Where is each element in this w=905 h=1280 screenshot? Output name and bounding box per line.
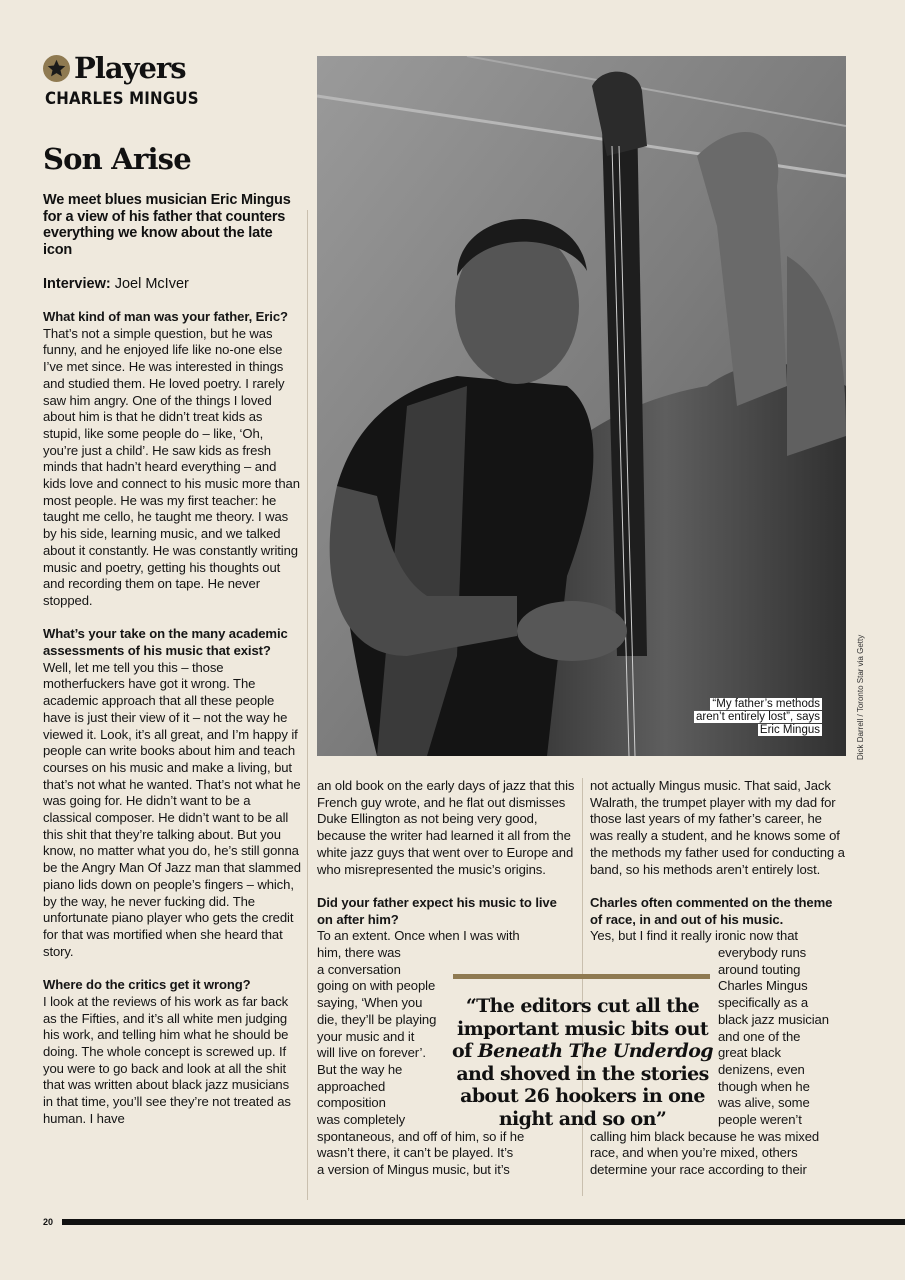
answer-line: determine your race according to their: [590, 1162, 807, 1178]
answer-line: specifically as a: [718, 995, 808, 1011]
article-title: Son Arise: [43, 142, 191, 176]
footer-bar: [62, 1219, 905, 1225]
answer: That’s not a simple question, but he was funny, and he enjoyed life like no-one else I’ve met since. He was interested in things and studied them. He loved poetry. I rarely saw him angry. One of the things I loved about him is that he didn’t treat kids as stupid, like some people do – like, ‘Oh, you’re just a child’. He saw kids as fresh minds that hadn’t heard everything – and kids love and connect to his music more than most people. He was my first teacher: he taught me cello, he taught me theory. I was by his side, learning music, and we talked about it constantly. He was constantly writing music and poetry, getting his thoughts out and recording them on tape. He never stopped.: [43, 325, 300, 608]
pull-quote-rule: [453, 974, 710, 979]
column-divider: [582, 778, 583, 1196]
pull-quote-text: “The editors cut all the important music bits out of: [452, 995, 709, 1062]
answer: an old book on the early days of jazz that this French guy wrote, and he flat out dismisses Duke Ellington as not being very good, because the writer had learned it all from the white jazz guys that went over to Europe and who misrepresented the music’s origins.: [317, 778, 575, 877]
section-title: Players: [74, 51, 186, 85]
answer-line: composition: [317, 1095, 386, 1111]
answer-line: die, they’ll be playing: [317, 1011, 437, 1027]
answer-line: saying, ‘When you: [317, 995, 423, 1011]
answer-line: around touting: [718, 961, 801, 977]
photo-caption: [694, 698, 822, 737]
answer-line: everybody runs: [718, 945, 807, 961]
photo-illustration: [317, 56, 846, 756]
question: Where do the critics get it wrong?: [43, 977, 251, 993]
answer-line: people weren’t: [718, 1112, 802, 1128]
standfirst: We meet blues musician Eric Mingus for a view of his father that counters everything we know about the late icon: [43, 192, 291, 258]
answer-line: was completely: [317, 1112, 406, 1128]
answer-line: great black: [718, 1045, 781, 1061]
question: What’s your take on the many academic assessments of his music that exist?: [43, 626, 288, 659]
answer-line: a version of Mingus music, but it’s: [317, 1162, 510, 1178]
answer-line: him, there was: [317, 945, 401, 961]
question: Charles often commented on the theme of race, in and out of his music.: [590, 894, 833, 927]
answer-line: race, and when you’re mixed, others: [590, 1145, 798, 1161]
answer: not actually Mingus music. That said, Jack Walrath, the trumpet player with my dad for those last years of my father’s career, he was really a student, and he knows some of the methods my father used for conducting a band, so his methods aren’t entirely lost.: [590, 778, 845, 877]
caption-line: “My father’s methods: [712, 698, 820, 710]
question: Did your father expect his music to live on after him?: [317, 894, 557, 927]
photo-charles-mingus: [317, 56, 846, 756]
answer: Well, let me tell you this – those motherfuckers have got it wrong. The academic approach that all these people have is just their view of it – not the way he viewed it. Look, it’s all great, and I’m happy if people can write books about him and teach courses on his music and make a living, but that’s not what he wanted. That’s not what he was going for. He didn’t want to be a classical composer. He didn’t want to be all this shit that they’re talking about. But you know, no matter what you do, he’s still gonna be the Angry Man Of Jazz man that slammed piano lids down on people’s fingers – which, by the way, he never fucking did. The unfortunate piano player who gets the credit for that was mortified when she heard that story.: [43, 659, 301, 959]
answer-line: a conversation: [317, 961, 401, 977]
answer-line: approached: [317, 1078, 386, 1094]
answer-line: calling him black because he was mixed: [590, 1128, 820, 1144]
answer-line: going on with people: [317, 978, 436, 994]
byline-label: Interview:: [43, 276, 111, 292]
caption-line: Eric Mingus: [759, 724, 820, 736]
answer-line: your music and it: [317, 1028, 415, 1044]
answer-line: black jazz musician: [718, 1011, 829, 1027]
answer-line: though when he: [718, 1078, 810, 1094]
answer-line: wasn’t there, it can’t be played. It’s: [317, 1145, 514, 1161]
pull-quote-book-title: Beneath The Underdog: [477, 1040, 713, 1062]
byline: [43, 276, 189, 292]
caption-line: aren’t entirely lost”, says: [696, 711, 820, 723]
pull-quote: [450, 995, 715, 1130]
column-1: [43, 309, 301, 1127]
section-subtitle: CHARLES MINGUS: [45, 88, 199, 109]
star-icon: [43, 55, 70, 82]
section-header: [43, 52, 186, 84]
answer-line: Yes, but I find it really ironic now that: [590, 928, 798, 944]
answer-line: To an extent. Once when I was with: [317, 928, 520, 944]
answer-line: and one of the: [718, 1028, 801, 1044]
column-divider: [307, 210, 308, 1200]
photo-credit: Dick Darrell / Toronto Star via Getty: [856, 634, 865, 760]
answer-line: Charles Mingus: [718, 978, 808, 994]
byline-name: Joel McIver: [114, 276, 189, 292]
answer-line: But the way he: [317, 1061, 403, 1077]
question: What kind of man was your father, Eric?: [43, 309, 288, 324]
answer-line: was alive, some: [718, 1095, 810, 1111]
answer-line: will live on forever’.: [317, 1045, 426, 1061]
answer-line: denizens, even: [718, 1061, 805, 1077]
page-number: 20: [43, 1217, 54, 1227]
answer-line: spontaneous, and off of him, so if he: [317, 1128, 525, 1144]
answer: I look at the reviews of his work as far back as the Fifties, and it’s all white men judging his work, and telling him what he should be doing. The whole concept is screwed up. If you were to go back and look at all the shit that was written about black jazz musicians in that time, you’ll see they’re not treated as human. I have: [43, 993, 291, 1126]
pull-quote-text: and shoved in the stories about 26 hookers in one night and so on”: [456, 1062, 709, 1130]
